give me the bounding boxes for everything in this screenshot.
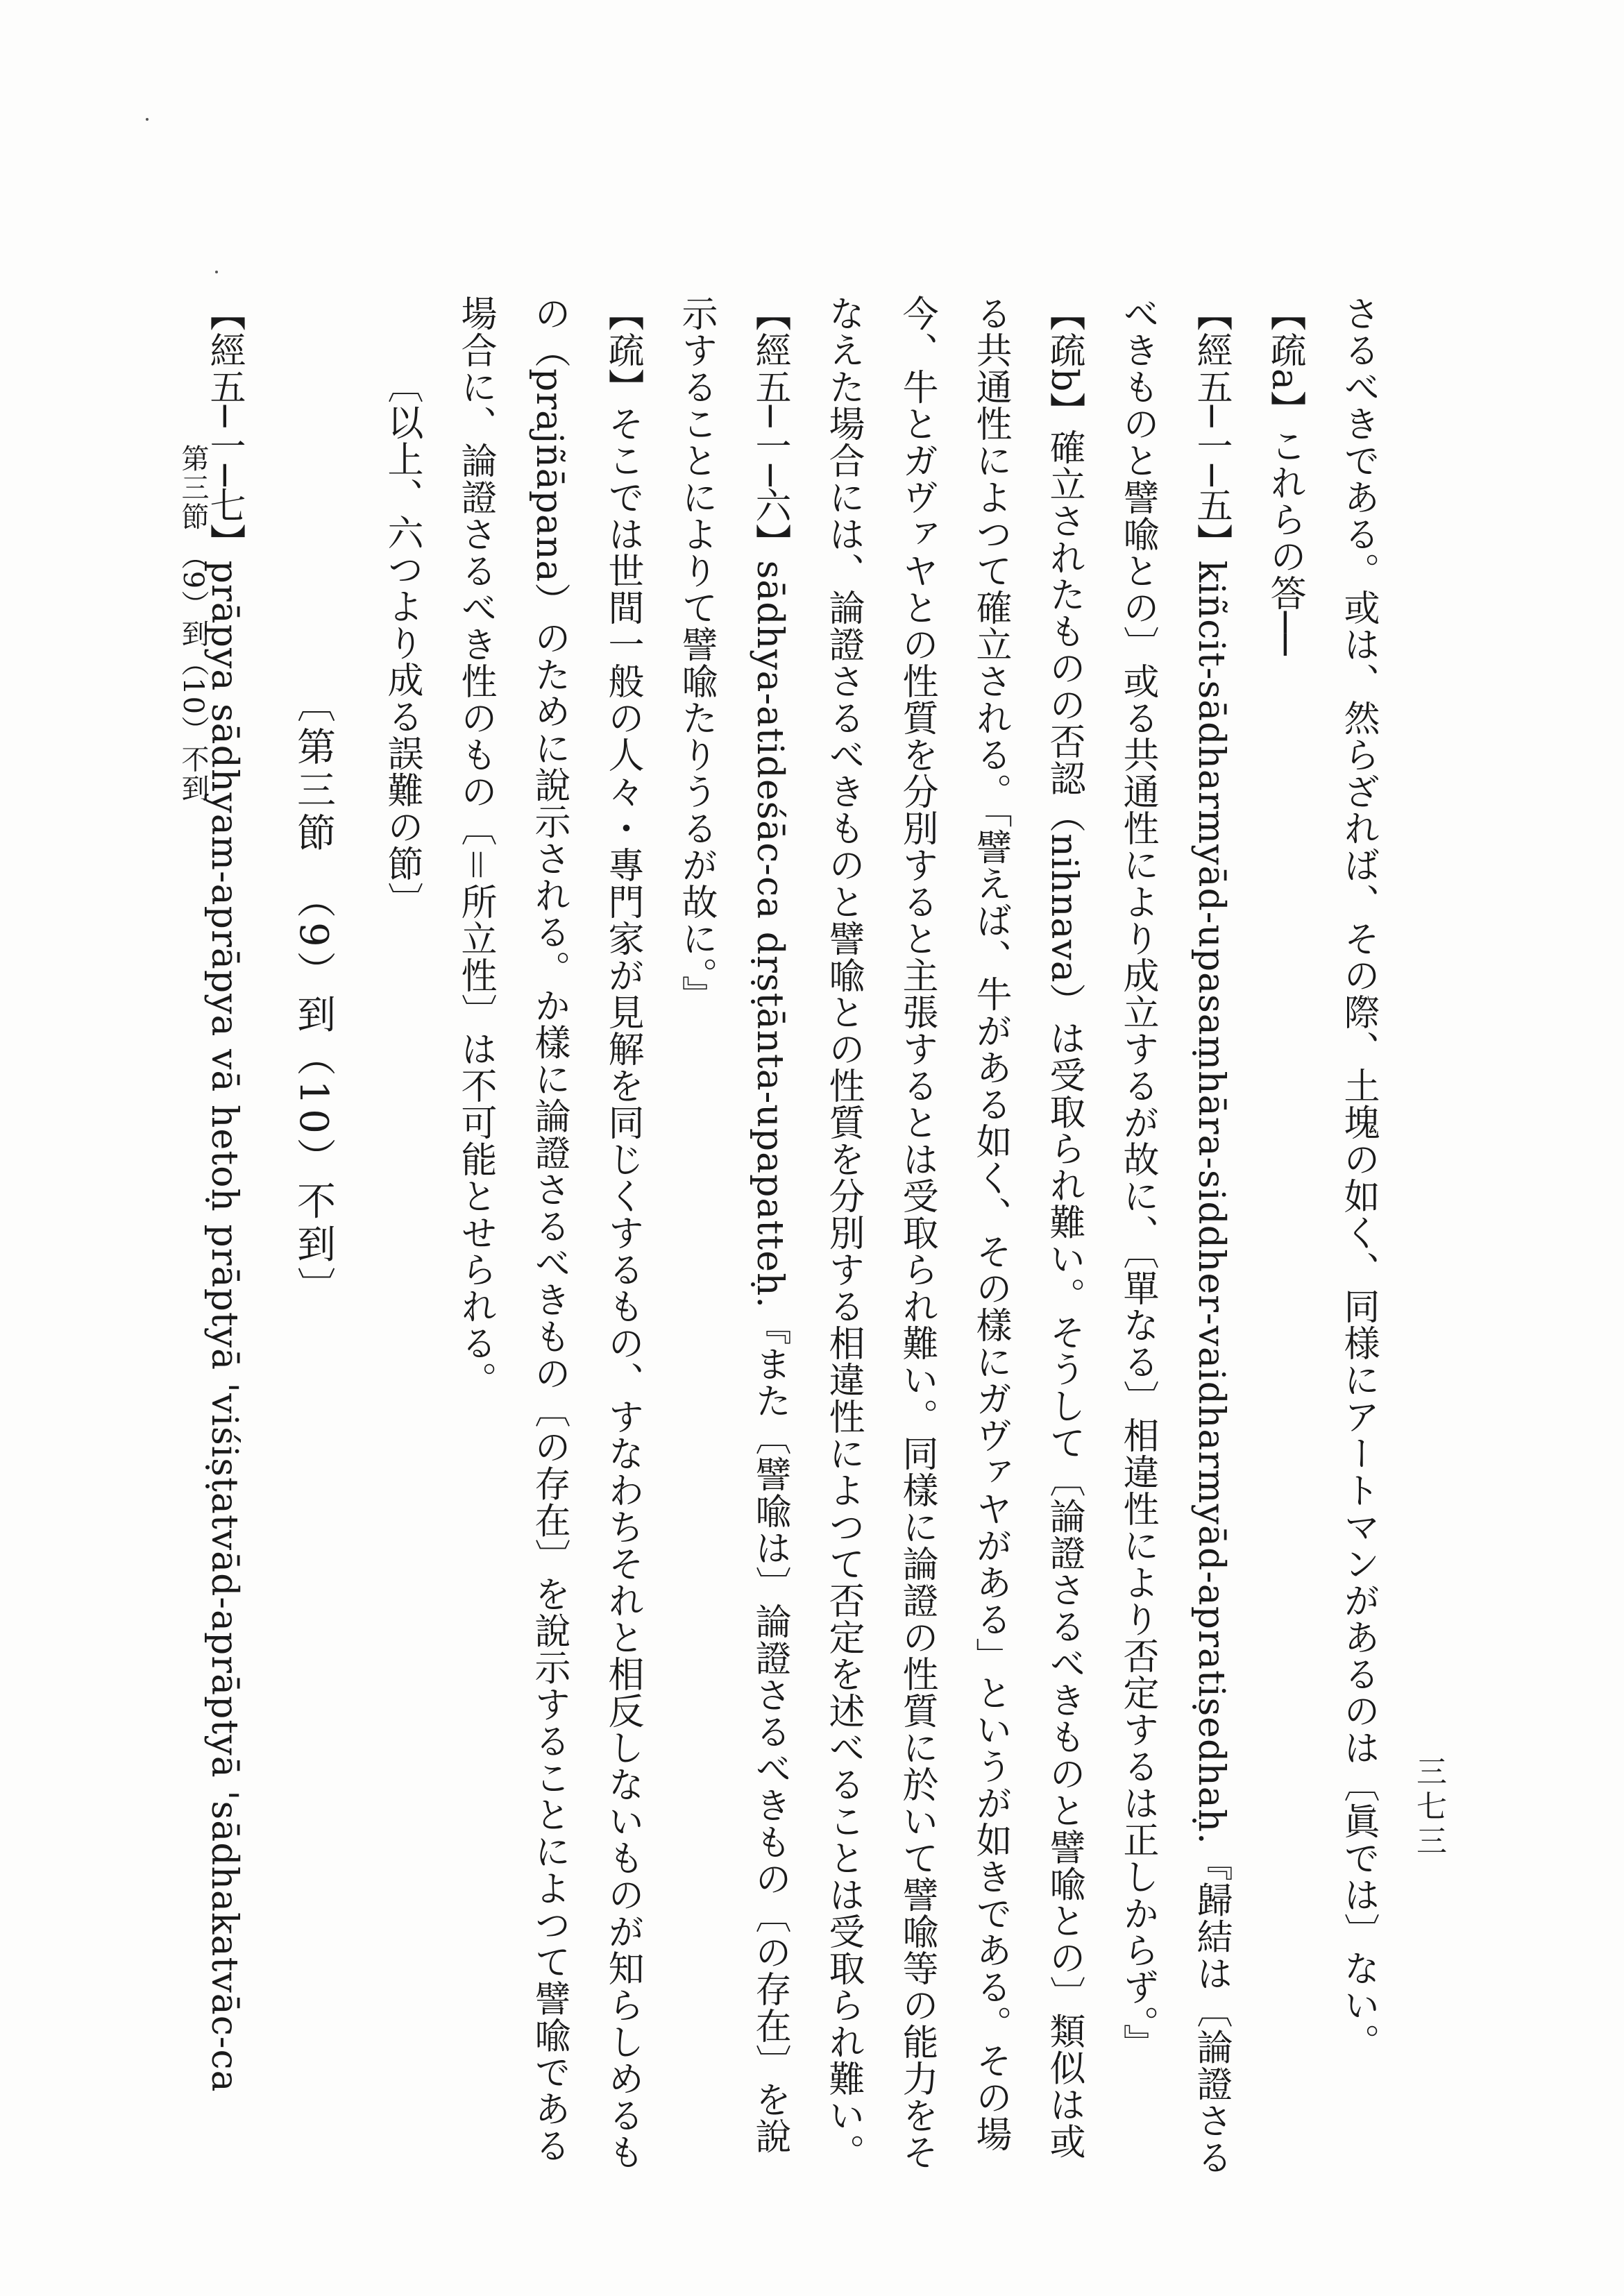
paragraph-line: 示することによりて譬喩たりうるが故に。』: [675, 295, 717, 1012]
paragraph-line: 今、牛とガヴァヤとの性質を分別すると主張するとは受取られ難い。同樣に論證の性質に於いて譬喩等の能力をそ: [896, 295, 938, 2170]
paragraph-line: 【疏】そこでは世間一般の人々・專門家が見解を同じくするもの、すなわちそれと相反しないものが知らしめるも: [602, 295, 643, 2170]
sutra-line: 【經五─一─七】prāpya sādhyam-aprāpya vā hetoḥ prāptyā 'viśiṣṭatvād-aprāptyā 'sādhakatvāc-ca: [203, 295, 245, 2093]
section-closing-note: 〔以上、六つより成る誤難の節〕: [381, 367, 423, 919]
paragraph-line: さるべきである。或は、然らざれば、その際、土塊の如く、同様にアートマンがあるのは〔眞では〕ない。: [1337, 295, 1379, 2060]
section-heading: 〔第三節 （9）到（10）不到〕: [291, 683, 336, 1310]
paragraph-line: 【經五─一─五】kiñcit-sādharmyād-upasaṃhāra-siddher-vaidharmyād-apratiṣedhaḥ.『歸結は〔論證さる: [1190, 295, 1232, 2176]
body-text: [187, 295, 1395, 2176]
paragraph-line: る共通性によつて確立される。「譬えば、牛がある如く、その樣にガヴァヤがある」というが如きである。その場: [970, 295, 1011, 2152]
scan-speck: [215, 271, 218, 273]
page-number: 三七三: [1411, 1755, 1446, 1860]
paragraph-line: なえた場合には、論證さるべきものと譬喩との性質を分別する相違性によつて否定を述べることは受取られ難い。: [822, 295, 864, 2170]
paragraph-line: 【疏b】確立されたものの否認（nihnava）は受取られ難い。そうして〔論證さるべきものと譬喩との〕類似は或: [1043, 295, 1085, 2160]
paragraph-line: 【疏a】これらの答──: [1264, 295, 1305, 656]
scan-speck: [146, 118, 149, 121]
paragraph-line: の（prajñāpana）のために說示される。か樣に論證さるべきもの〔の存在〕を說示することによつて譬喩である: [528, 295, 570, 2164]
running-head: 第三節 （9）到（10）不到: [177, 444, 209, 803]
paragraph-line: 場合に、論證さるべき性のもの〔＝所立性〕は不可能とせられる。: [455, 295, 496, 1398]
paragraph-line: 【經五─一─六】sādhya-atideśāc-ca dṛṣṭānta-upapatteḥ.『また〔譬喩は〕論證さるべきもの〔の存在〕を說: [749, 295, 790, 2154]
paragraph-line: べきものと譬喩との〕或る共通性により成立するが故に、〔單なる〕相違性により否定するは正しからず。』: [1117, 295, 1158, 2061]
